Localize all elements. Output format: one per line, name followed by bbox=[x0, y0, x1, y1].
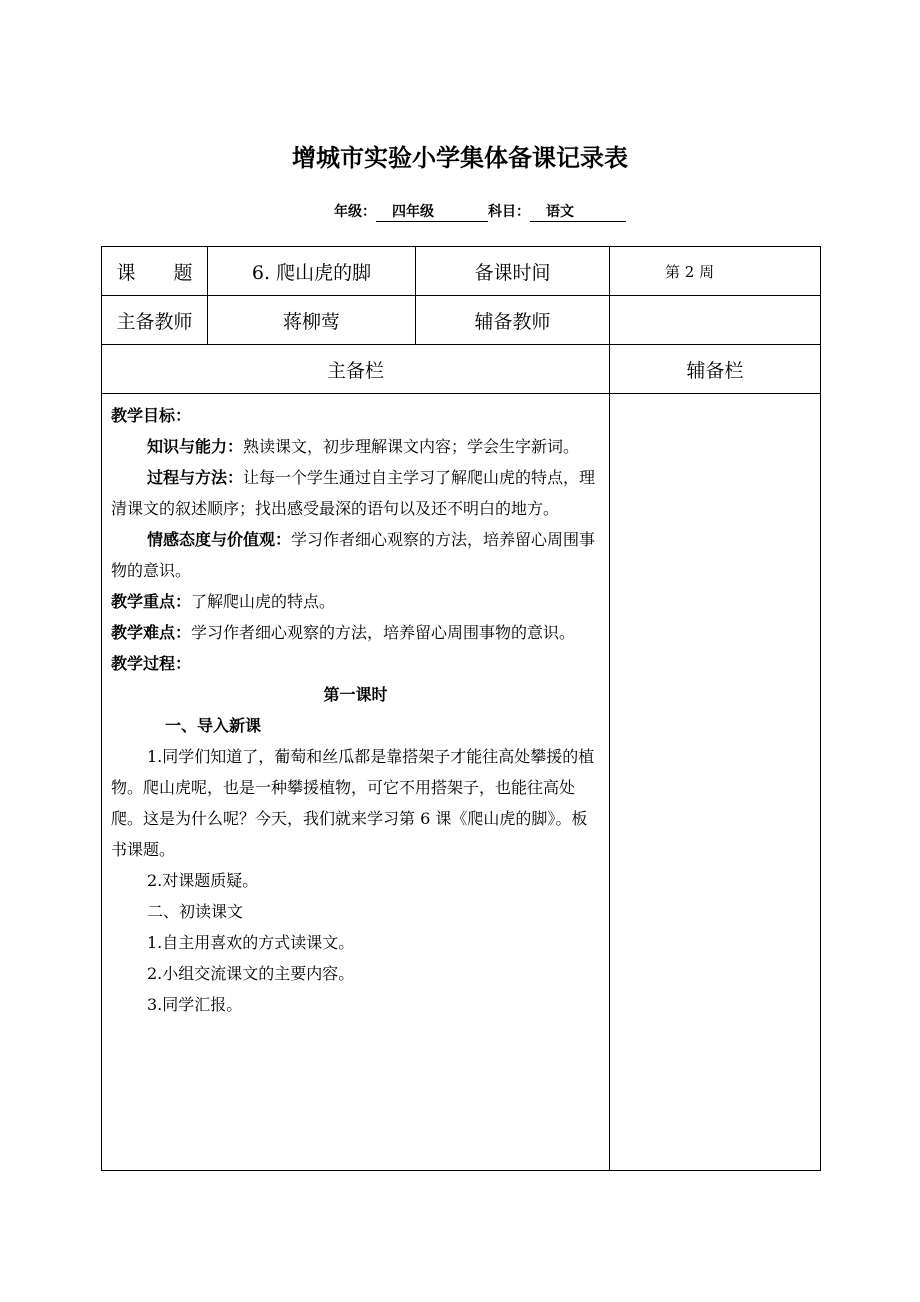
s2-item2: 2.小组交流课文的主要内容。 bbox=[147, 964, 355, 983]
main-teacher-value: 蒋柳莺 bbox=[208, 296, 416, 345]
subject-value: 语文 bbox=[530, 204, 626, 222]
emotion-paragraph bbox=[111, 524, 600, 586]
page-title: 增城市实验小学集体备课记录表 bbox=[292, 144, 628, 172]
time-label: 备课时间 bbox=[416, 247, 610, 296]
time-value: 第 2 周 bbox=[610, 247, 821, 296]
goals-heading: 教学目标： bbox=[111, 406, 192, 425]
key-paragraph bbox=[111, 586, 600, 617]
s1-item1: 1.同学们知道了，葡萄和丝瓜都是靠搭架子才能往高处攀援的植物。爬山虎呢，也是一种攀援植物，可它不用搭架子，也能往高处爬。这是为什么呢？今天，我们就来学习第 6 课《爬山虎的脚》。板书课题。 bbox=[111, 747, 595, 859]
assist-teacher-value bbox=[610, 296, 821, 345]
process-paragraph bbox=[111, 462, 600, 524]
subject-label: 科目： bbox=[488, 204, 530, 220]
main-teacher-label: 主备教师 bbox=[102, 296, 208, 345]
difficulty-label: 教学难点： bbox=[111, 623, 192, 642]
assist-content bbox=[610, 394, 821, 1171]
emotion-label: 情感态度与价值观： bbox=[147, 530, 292, 549]
table-row bbox=[102, 296, 821, 345]
table-row bbox=[102, 345, 821, 394]
main-content bbox=[102, 394, 610, 1171]
emotion-text: 学习作者细心观察的方法，培养留心周围事物的意识。 bbox=[111, 530, 596, 580]
topic-value: 6. 爬山虎的脚 bbox=[208, 247, 416, 296]
knowledge-text: 熟读课文，初步理解课文内容；学会生字新词。 bbox=[243, 437, 580, 456]
table-row bbox=[102, 394, 821, 1171]
grade-value: 四年级 bbox=[376, 204, 488, 222]
s2-item3: 3.同学汇报。 bbox=[147, 995, 243, 1014]
difficulty-paragraph bbox=[111, 617, 600, 648]
assist-teacher-label: 辅备教师 bbox=[416, 296, 610, 345]
grade-label: 年级： bbox=[334, 204, 376, 220]
difficulty-text: 学习作者细心观察的方法，培养留心周围事物的意识。 bbox=[191, 623, 576, 642]
process-label: 过程与方法： bbox=[147, 468, 244, 487]
lesson-title: 第一课时 bbox=[323, 685, 388, 704]
topic-label: 课 题 bbox=[102, 247, 208, 296]
knowledge-paragraph bbox=[111, 431, 600, 462]
procedure-heading: 教学过程： bbox=[111, 654, 192, 673]
assist-column-header: 辅备栏 bbox=[610, 345, 821, 394]
s1-item2: 2.对课题质疑。 bbox=[147, 871, 259, 890]
table-row bbox=[102, 247, 821, 296]
s2-item1: 1.自主用喜欢的方式读课文。 bbox=[147, 933, 355, 952]
lesson-record-table bbox=[101, 246, 821, 1171]
process-text: 让每一个学生通过自主学习了解爬山虎的特点，理清课文的叙述顺序；找出感受最深的语句以及还不明白的地方。 bbox=[111, 468, 596, 518]
section2-title: 二、初读课文 bbox=[147, 902, 244, 921]
main-column-header: 主备栏 bbox=[102, 345, 610, 394]
meta-line bbox=[334, 201, 626, 222]
knowledge-label: 知识与能力： bbox=[147, 437, 244, 456]
key-label: 教学重点： bbox=[111, 592, 192, 611]
section1-title: 一、导入新课 bbox=[165, 716, 262, 735]
key-text: 了解爬山虎的特点。 bbox=[191, 592, 336, 611]
